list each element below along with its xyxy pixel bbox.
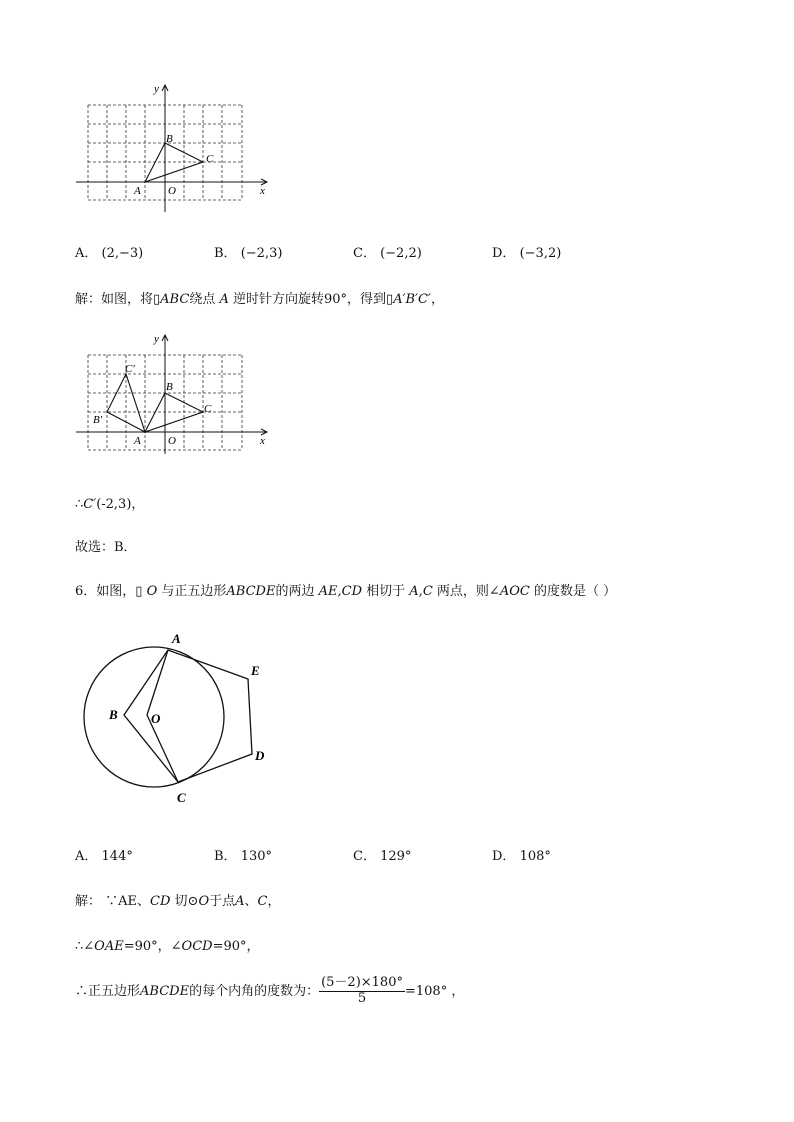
q6-question: 6．如图，▯ O 与正五边形ABCDE的两边 AE,CD 相切于 A,C 两点，则∠AOC 的度数是（ ） — [75, 584, 617, 599]
label-d: D — [255, 748, 265, 763]
label-c: C — [204, 403, 212, 415]
q5-answer: 故选：B． — [75, 540, 137, 555]
option-c[interactable]: C． 129° — [353, 849, 412, 864]
option-d[interactable]: D． 108° — [492, 849, 551, 864]
option-d[interactable]: D． (−3,2) — [492, 246, 562, 261]
triangle-abc — [145, 393, 203, 432]
y-axis-label: y — [154, 83, 159, 95]
option-b[interactable]: B． (−2,3) — [214, 246, 283, 261]
pentagon-abcde — [124, 650, 252, 782]
label-o: O — [168, 185, 176, 197]
triangle-abc — [145, 143, 203, 182]
label-a: A — [172, 631, 181, 646]
label-a: A — [134, 435, 141, 447]
x-axis-label: x — [260, 435, 265, 447]
coordinate-figure-2 — [74, 330, 274, 455]
q6-solution-line-2: ∴∠OAE=90°，∠OCD=90°， — [75, 939, 260, 954]
label-o: O — [168, 435, 176, 447]
q5-result-line: ∴C′(-2,3)， — [75, 497, 145, 512]
fraction: $\frac{(5-2)\times 180^\circ}{5}$ — [321, 975, 403, 1006]
q6-solution-line-3: ∴正五边形ABCDE的每个内角的度数为： $\frac{(5-2)\times 180^\circ}{5}$ =108° ， — [75, 975, 465, 1006]
label-b: B — [166, 381, 173, 393]
q5-solution-line: 解：如图，将▯ABC绕点 A 逆时针方向旋转90°，得到▯A′B′C′， — [75, 292, 444, 307]
coordinate-figure-1 — [74, 80, 274, 215]
circle-pentagon-figure — [74, 625, 284, 810]
label-o: O — [151, 711, 161, 726]
option-a[interactable]: A． 144° — [75, 849, 133, 864]
option-a[interactable]: A． (2,−3) — [75, 246, 144, 261]
x-axis-label: x — [260, 185, 265, 197]
label-b-prime: B′ — [93, 414, 103, 426]
option-c[interactable]: C． (−2,2) — [353, 246, 422, 261]
label-a: A — [134, 185, 141, 197]
label-e: E — [251, 663, 260, 678]
label-c: C — [177, 790, 186, 805]
q6-solution-line-1: 解： ∵AE、CD 切⊙O于点A、C， — [75, 894, 281, 909]
label-c-prime: C′ — [125, 363, 135, 375]
label-b: B — [166, 133, 173, 145]
y-axis-label: y — [154, 333, 159, 345]
label-b: B — [109, 707, 118, 722]
label-c: C — [206, 153, 214, 165]
option-b[interactable]: B． 130° — [214, 849, 273, 864]
